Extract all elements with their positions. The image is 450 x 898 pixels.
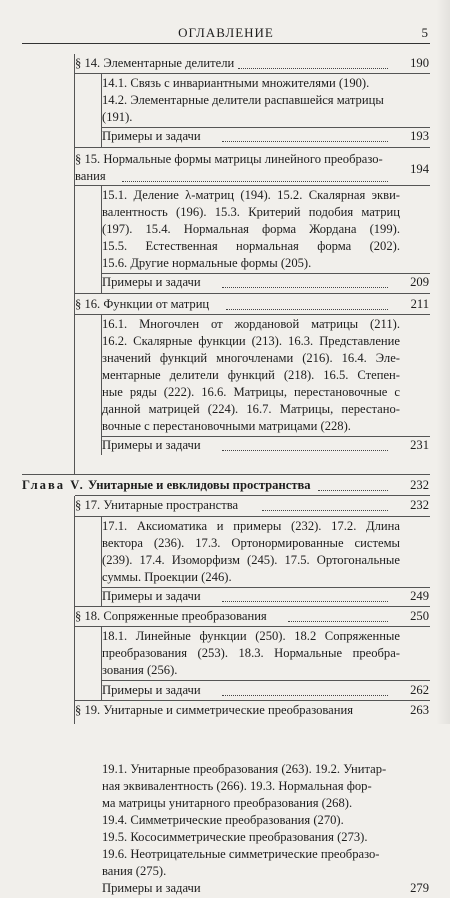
section-14-body-line: (191). [102,110,133,124]
section-18-body-line: зования (256). [102,663,178,677]
leader-dots [262,510,388,511]
divider [75,147,430,148]
section-19-body-line: 19.4. Симметрические преобразования (270). [102,813,344,827]
section-16-body-line: данной матрицей (224). 16.7. Матрицы, перестано- [102,402,400,416]
section-15-body-line: валентность (196). 15.3. Критерий подобия матриц [102,205,400,219]
section-16-title: § 16. Функции от матриц [75,297,210,311]
chapter-5-heading [22,476,311,495]
section-18-exercises-page: 262 [410,683,429,697]
section-16-body-line: 16.2. Скалярные функции (213). 16.3. Представление [102,334,400,348]
section-15-exercises-page: 209 [410,275,429,289]
leader-dots [288,621,388,622]
section-14-exercises: Примеры и задачи [102,129,201,143]
section-14-body-line: 14.1. Связь с инвариантными множителями (190). [102,76,370,90]
leader-dots [122,181,388,182]
section-14-title: § 14. Элементарные делители [75,56,235,70]
page-edge-shadow [436,0,450,724]
leader-dots [222,450,388,451]
section-19-page: 263 [410,703,429,717]
section-15-exercises: Примеры и задачи [102,275,201,289]
section-19-title: § 19. Унитарные и симметрические преобразования [75,703,354,717]
chapter-5-lead: Глава V. [22,478,85,492]
section-17-page: 232 [410,498,429,512]
section-17-body-line: суммы. Проекции (246). [102,570,232,584]
column-rule [74,54,75,474]
section-15-body-line: 15.5. Естественная нормальная форма (202). [102,239,400,253]
leader-dots [222,601,388,602]
column-rule [101,74,102,147]
section-16-body-line: ные ряды (222). 16.6. Матрицы, перестановочные с [102,385,400,399]
divider [22,474,430,475]
section-16-body-line: ментарные делители функций (218). 16.5. Степен- [102,368,400,382]
section-16-exercises-page: 231 [410,438,429,452]
section-18-page: 250 [410,609,429,623]
section-15-body-line: 15.1. Деление λ-матриц (194). 15.2. Скалярная экви- [102,188,400,202]
chapter-5-title: Унитарные и евклидовы пространства [87,478,311,492]
section-19-body-line: ная эквивалентность (266). 19.3. Нормальная фор- [102,779,372,793]
leader-dots [238,68,388,69]
section-17-body-line: 17.1. Аксиоматика и примеры (232). 17.2. Длина [102,519,400,533]
chapter-5-page: 232 [410,478,429,492]
section-16-exercises: Примеры и задачи [102,438,201,452]
section-17-title: § 17. Унитарные пространства [75,498,239,512]
section-17-body-line: вектора (236). 17.3. Ортонормированные системы [102,536,400,550]
column-rule [101,517,102,606]
section-15-body-line: 15.6. Другие нормальные формы (205). [102,256,312,270]
section-15-page: 194 [410,162,429,176]
section-15-title-cont: вания [75,169,106,183]
section-15-body-line: (197). 15.4. Нормальная форма Жордана (199). [102,222,400,236]
section-19-body-line: 19.6. Неотрицательные симметрические преобразо- [102,847,380,861]
leader-dots [222,141,388,142]
section-19-exercises: Примеры и задачи [102,881,201,895]
section-15-title: § 15. Нормальные формы матрицы линейного преобразо- [75,152,383,166]
leader-dots [318,490,388,491]
section-16-body-line: 16.1. Многочлен от жордановой матрицы (211). [102,317,400,331]
running-header [22,23,430,44]
header-title: ОГЛАВЛЕНИЕ [178,25,274,40]
divider [75,293,430,294]
section-16-body-line: значений функций многочленами (216). 16.4. Эле- [102,351,400,365]
section-19-body-line: ма матрицы унитарного преобразования (268). [102,796,353,810]
column-rule [74,496,75,724]
section-19-body-line: 19.5. Кососимметрические преобразования (273). [102,830,368,844]
column-rule [101,627,102,700]
leader-dots [222,287,388,288]
section-14-page: 190 [410,56,429,70]
section-16-page: 211 [410,297,429,311]
header-page-number: 5 [421,25,428,40]
section-18-exercises: Примеры и задачи [102,683,201,697]
section-16-body-line: вочные с перестановочными матрицами (228). [102,419,351,433]
section-18-title: § 18. Сопряженные преобразования [75,609,267,623]
section-19-body-line: вания (275). [102,864,167,878]
column-rule [101,315,102,455]
section-18-body-line: 18.1. Линейные функции (250). 18.2 Сопряженные [102,629,400,643]
section-14-body-line: 14.2. Элементарные делители распавшейся матрицы [102,93,384,107]
leader-dots [222,695,388,696]
section-17-exercises: Примеры и задачи [102,589,201,603]
section-14-exercises-page: 193 [410,129,429,143]
leader-dots [226,309,388,310]
section-19-body-line: 19.1. Унитарные преобразования (263). 19.2. Унитар- [102,762,387,776]
section-19-exercises-page: 279 [410,881,429,895]
column-rule [101,186,102,293]
section-18-body-line: преобразования (253). 18.3. Нормальные преобра- [102,646,400,660]
section-17-body-line: (239). 17.4. Изоморфизм (245). 17.5. Ортогональные [102,553,400,567]
section-17-exercises-page: 249 [410,589,429,603]
